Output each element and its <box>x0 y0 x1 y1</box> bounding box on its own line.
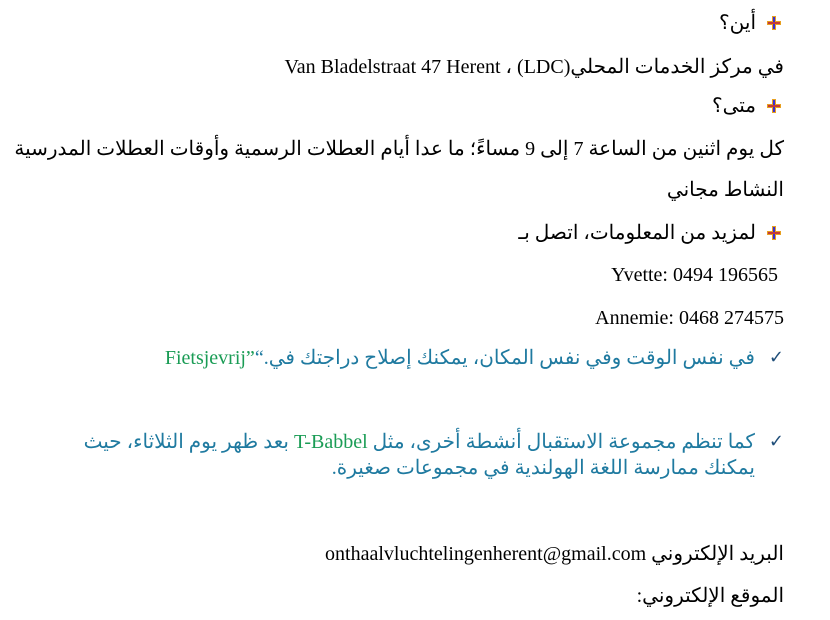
when-heading-line <box>712 93 784 119</box>
where-heading: أين؟ <box>719 12 756 34</box>
pin-bullet-icon <box>764 96 784 116</box>
email-label: البريد الإلكتروني <box>651 543 784 565</box>
where-heading-line <box>719 10 784 36</box>
when-free: النشاط مجاني <box>666 179 784 201</box>
where-text: في مركز الخدمات المحلي(LDC) <box>517 56 784 78</box>
pin-bullet-icon <box>764 223 784 243</box>
when-text: كل يوم اثنين من الساعة 7 إلى 9 مساءً؛ ما عدا أيام العطلات الرسمية وأوقات العطلات المدرسية <box>14 138 784 160</box>
email-address[interactable]: onthaalvluchtelingenherent@gmail.com <box>325 543 647 565</box>
website-label: الموقع الإلكتروني: <box>636 585 784 607</box>
checkmark-icon: ✓ <box>768 431 784 452</box>
info-heading-line <box>518 220 784 246</box>
email-line <box>325 541 784 567</box>
note-tbabbel-after: بعد ظهر يوم الثلاثاء، حيث يمكنك ممارسة اللغة الهولندية في مجموعات صغيرة. <box>83 431 755 479</box>
pin-bullet-icon <box>764 13 784 33</box>
tbabbel-name: T-Babbel <box>293 431 368 453</box>
where-text-line <box>285 54 785 80</box>
checkmark-icon: ✓ <box>768 347 784 368</box>
fietsjevrij-name: Fietsjevrij” <box>164 347 255 369</box>
contact-annemie: Annemie: 0468 274575 <box>595 307 784 329</box>
note-tbabbel-line <box>42 429 784 481</box>
contact-yvette: Yvette: 0494 196565 <box>611 264 778 286</box>
note-fietsjevrij-line <box>165 345 784 371</box>
note-tbabbel-before: كما تنظم مجموعة الاستقبال أنشطة أخرى، مثل <box>372 431 755 453</box>
info-heading: لمزيد من المعلومات، اتصل بـ <box>518 222 756 244</box>
where-separator: ، <box>505 56 513 78</box>
when-heading: متى؟ <box>711 95 756 117</box>
where-address: Van Bladelstraat 47 Herent <box>284 56 501 78</box>
note-fietsjevrij-text: في نفس الوقت وفي نفس المكان، يمكنك إصلاح دراجتك في.“ <box>254 347 755 369</box>
